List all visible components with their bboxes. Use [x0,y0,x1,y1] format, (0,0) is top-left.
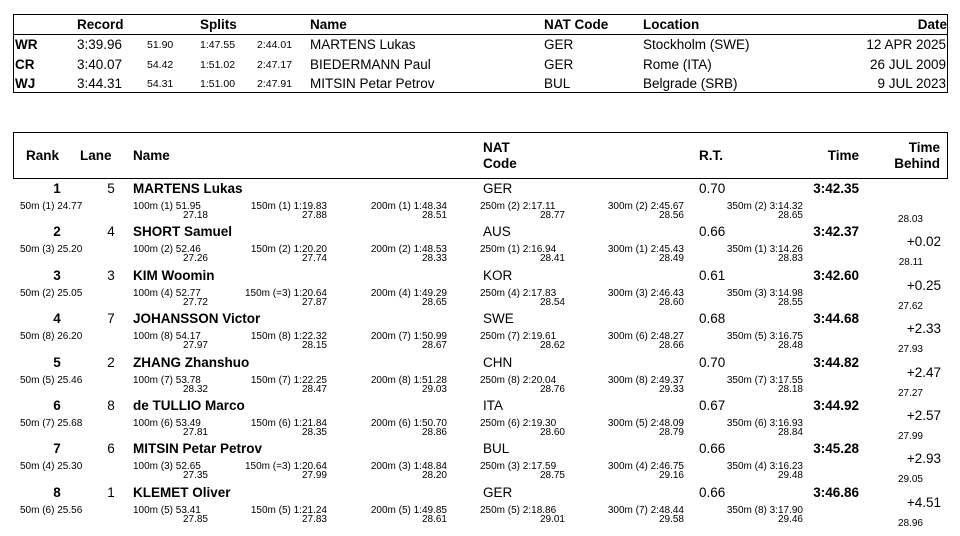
split-300-diff: 28.79 [658,427,684,438]
result-rank: 8 [53,484,61,500]
split-350-diff: 28.48 [777,340,803,352]
split-200-diff: 28.67 [421,340,447,352]
result-time-behind: +2.47 [906,364,941,380]
split-350: 350m (6) 3:16.93 [726,418,803,429]
split-100: 100m (4) 52.77 [133,287,201,299]
split-300: 300m (7) 2:48.44 [607,504,684,516]
record-split: 51.90 [147,39,174,51]
result-lane: 2 [107,354,115,370]
result-time-behind: +4.51 [906,494,941,510]
record-split: 1:51.00 [200,78,236,90]
record-time: 3:44.31 [77,76,123,91]
split-350-diff: 28.83 [777,253,803,265]
split-150: 150m (8) 1:22.32 [250,331,327,343]
split-200-diff: 28.86 [421,427,447,438]
record-time: 3:39.96 [77,37,123,52]
split-150: 150m (6) 1:21.84 [250,418,327,429]
result-reaction-time: 0.68 [699,311,726,327]
split-300-diff: 28.60 [658,296,684,308]
split-250-diff: 28.41 [539,253,565,265]
split-150: 150m (=3) 1:20.64 [245,287,327,299]
result-name: ZHANG Zhanshuo [133,354,250,370]
split-300-diff: 28.56 [658,210,684,221]
split-300: 300m (5) 2:48.09 [607,418,684,429]
result-rank: 6 [53,398,61,413]
result-time: 3:46.86 [813,484,859,500]
split-400-diff: 28.11 [898,257,923,269]
split-250-diff: 28.77 [539,210,565,221]
split-200: 200m (1) 1:48.34 [370,201,447,212]
header-rt: R.T. [699,148,724,163]
split-250-diff: 28.62 [539,340,565,352]
split-250: 250m (8) 2:20.04 [480,374,557,386]
split-400-diff: 27.62 [897,300,923,312]
result-nat: CHN [483,354,513,370]
result-time: 3:42.37 [813,224,859,240]
split-350: 350m (1) 3:14.26 [726,244,803,256]
result-reaction-time: 0.61 [699,267,726,283]
split-250: 250m (3) 2:17.59 [480,461,557,473]
result-time: 3:42.60 [813,267,859,283]
split-100-diff: 27.35 [182,470,208,482]
split-300-diff: 29.16 [658,470,684,482]
result-reaction-time: 0.70 [699,181,726,196]
result-lane: 4 [107,224,115,240]
result-time-behind: +2.33 [906,321,941,337]
result-lane: 7 [107,311,115,327]
split-100: 100m (1) 51.95 [133,201,201,212]
header-name: Name [133,148,170,163]
split-100: 100m (8) 54.17 [133,331,201,343]
result-time-behind: +2.93 [906,451,941,467]
result-reaction-time: 0.66 [699,441,726,457]
record-split: 54.42 [147,58,174,71]
result-name: MITSIN Petar Petrov [133,441,263,457]
result-name: de TULLIO Marco [133,398,245,413]
record-split: 1:47.55 [200,39,236,51]
split-200-diff: 28.65 [421,296,447,308]
result-lane: 6 [107,441,115,457]
result-lane: 8 [107,398,115,413]
result-time-behind: +2.57 [906,408,941,423]
split-400-diff: 27.99 [897,431,923,442]
split-150: 150m (2) 1:20.20 [250,244,327,256]
record-type: WR [15,37,38,52]
split-300: 300m (6) 2:48.27 [607,331,684,343]
split-350: 350m (7) 3:17.55 [726,374,803,386]
result-lane: 5 [107,181,115,196]
result-rank: 4 [53,311,61,327]
result-nat: ITA [483,398,503,413]
record-location: Belgrade (SRB) [643,76,738,91]
split-100: 100m (7) 53.78 [133,374,201,386]
split-100-diff: 27.26 [182,253,208,265]
split-350-diff: 29.46 [777,513,803,525]
split-50: 50m (8) 26.20 [20,331,83,343]
record-date: 26 JUL 2009 [869,56,946,72]
split-200: 200m (7) 1:50.99 [370,331,447,343]
split-350-diff: 28.55 [777,296,803,308]
split-100-diff: 28.32 [182,383,208,395]
record-split: 2:44.01 [257,39,293,51]
result-lane: 3 [107,267,115,283]
result-rank: 5 [53,354,61,370]
split-150-diff: 27.87 [301,296,327,308]
split-50: 50m (2) 25.05 [20,287,83,299]
record-header-nat: NAT Code [544,17,609,32]
split-200: 200m (6) 1:50.70 [370,418,447,429]
result-rank: 2 [53,224,61,240]
result-time: 3:44.68 [813,311,859,327]
record-type: WJ [15,76,36,91]
result-nat: GER [483,484,513,500]
split-50: 50m (1) 24.77 [20,201,83,212]
split-150-diff: 28.47 [301,383,327,395]
split-350-diff: 28.18 [777,383,803,395]
result-nat: SWE [483,311,514,327]
split-400-diff: 28.96 [897,517,923,529]
result-nat: KOR [483,267,513,283]
split-250-diff: 28.76 [539,383,565,395]
record-type: CR [15,56,35,72]
split-300-diff: 29.58 [658,513,684,525]
record-location: Stockholm (SWE) [643,37,750,52]
split-300: 300m (2) 2:45.67 [607,201,684,212]
split-150-diff: 27.88 [301,210,327,221]
split-300-diff: 28.66 [658,340,684,352]
record-nat: BUL [544,76,571,91]
split-250: 250m (4) 2:17.83 [480,287,557,299]
record-split: 2:47.91 [257,78,293,90]
header-code: Code [483,156,517,171]
split-350-diff: 28.65 [777,210,803,221]
split-200-diff: 28.20 [421,470,447,482]
split-150-diff: 27.83 [301,513,327,525]
split-300-diff: 29.33 [658,383,684,395]
record-date: 9 JUL 2023 [877,76,946,91]
split-250: 250m (5) 2:18.86 [480,504,557,516]
split-250-diff: 29.01 [539,513,565,525]
split-100-diff: 27.18 [182,210,208,221]
split-250-diff: 28.60 [539,427,565,438]
split-350: 350m (2) 3:14.32 [726,201,803,212]
split-400-diff: 27.27 [897,387,923,399]
split-100: 100m (5) 53.41 [133,504,201,516]
split-200: 200m (2) 1:48.53 [370,244,447,256]
result-rank: 3 [53,267,61,283]
split-150: 150m (=3) 1:20.64 [245,461,327,473]
result-reaction-time: 0.70 [699,354,726,370]
split-50: 50m (5) 25.46 [20,374,83,386]
record-time: 3:40.07 [77,56,123,72]
split-150: 150m (1) 1:19.83 [250,201,327,212]
record-header-date: Date [917,17,947,32]
split-200-diff: 28.33 [421,253,447,265]
header-lane: Lane [80,148,112,163]
result-name: KIM Woomin [133,267,215,283]
header-time-behind-1: Time [908,140,940,155]
split-150-diff: 28.35 [301,427,327,438]
split-300-diff: 28.49 [658,253,684,265]
split-100: 100m (6) 53.49 [133,418,201,429]
split-300: 300m (8) 2:49.37 [607,374,684,386]
split-200: 200m (5) 1:49.85 [370,504,447,516]
record-name: BIEDERMANN Paul [310,56,431,72]
split-400-diff: 29.05 [897,474,923,486]
result-time: 3:44.92 [813,398,859,413]
result-name: MARTENS Lukas [133,181,243,196]
result-rank: 1 [53,181,61,196]
split-400-diff: 28.03 [897,214,923,225]
split-100-diff: 27.72 [182,296,208,308]
split-50: 50m (4) 25.30 [20,461,83,473]
split-250: 250m (2) 2:17.11 [480,201,556,212]
record-location: Rome (ITA) [643,56,712,72]
split-100: 100m (2) 52.46 [133,244,201,256]
split-400-diff: 27.93 [897,344,923,356]
split-350: 350m (3) 3:14.98 [726,287,803,299]
record-date: 12 APR 2025 [866,37,946,52]
record-header-location: Location [643,17,700,32]
header-time: Time [827,148,859,163]
result-reaction-time: 0.66 [699,484,726,500]
split-250: 250m (7) 2:19.61 [480,331,557,343]
split-50: 50m (6) 25.56 [20,504,83,516]
record-name: MARTENS Lukas [310,37,416,52]
result-time: 3:45.28 [813,441,859,457]
split-150-diff: 27.74 [301,253,327,265]
split-350: 350m (4) 3:16.23 [726,461,803,473]
split-100: 100m (3) 52.65 [133,461,201,473]
split-200-diff: 28.51 [421,210,447,221]
result-nat: BUL [483,441,510,457]
result-lane: 1 [107,484,115,500]
result-time: 3:42.35 [813,181,859,196]
split-300: 300m (3) 2:46.43 [607,287,684,299]
record-nat: GER [544,37,574,52]
split-350-diff: 29.48 [777,470,803,482]
split-100-diff: 27.85 [182,513,208,525]
split-250: 250m (1) 2:16.94 [480,244,557,256]
result-nat: AUS [483,224,511,240]
record-split: 2:47.17 [257,58,293,71]
record-split: 54.31 [147,78,174,90]
split-300: 300m (1) 2:45.43 [607,244,684,256]
split-100-diff: 27.97 [182,340,208,352]
record-header-record: Record [77,17,124,32]
result-time-behind: +0.25 [906,277,941,293]
record-header-splits: Splits [200,17,237,32]
header-nat: NAT [483,140,510,155]
split-350-diff: 28.84 [777,427,803,438]
split-150-diff: 28.15 [301,340,327,352]
result-name: KLEMET Oliver [133,484,231,500]
header-rank: Rank [26,148,60,163]
split-150: 150m (7) 1:22.25 [250,374,327,386]
split-50: 50m (7) 25.68 [20,418,83,429]
split-200: 200m (8) 1:51.28 [370,374,447,386]
split-150-diff: 27.99 [301,470,327,482]
split-350: 350m (5) 3:16.75 [726,331,803,343]
result-nat: GER [483,181,513,196]
result-name: JOHANSSON Victor [133,311,261,327]
record-name: MITSIN Petar Petrov [310,76,435,91]
split-50: 50m (3) 25.20 [20,244,83,256]
split-300: 300m (4) 2:46.75 [607,461,684,473]
record-header-name: Name [310,17,347,32]
split-250: 250m (6) 2:19.30 [480,418,557,429]
result-time-behind: +0.02 [906,234,941,250]
split-200: 200m (4) 1:49.29 [370,287,447,299]
result-name: SHORT Samuel [133,224,233,240]
header-time-behind-2: Behind [894,156,940,171]
split-200: 200m (3) 1:48.84 [370,461,447,473]
result-rank: 7 [53,441,61,457]
record-nat: GER [544,56,574,72]
split-250-diff: 28.54 [539,296,565,308]
result-reaction-time: 0.67 [699,398,726,413]
split-200-diff: 28.61 [421,513,447,525]
split-250-diff: 28.75 [539,470,565,482]
result-reaction-time: 0.66 [699,224,726,240]
record-split: 1:51.02 [200,58,236,71]
split-100-diff: 27.81 [182,427,208,438]
split-200-diff: 29.03 [421,383,447,395]
result-time: 3:44.82 [813,354,859,370]
split-350: 350m (8) 3:17.90 [726,504,803,516]
split-150: 150m (5) 1:21.24 [250,504,327,516]
